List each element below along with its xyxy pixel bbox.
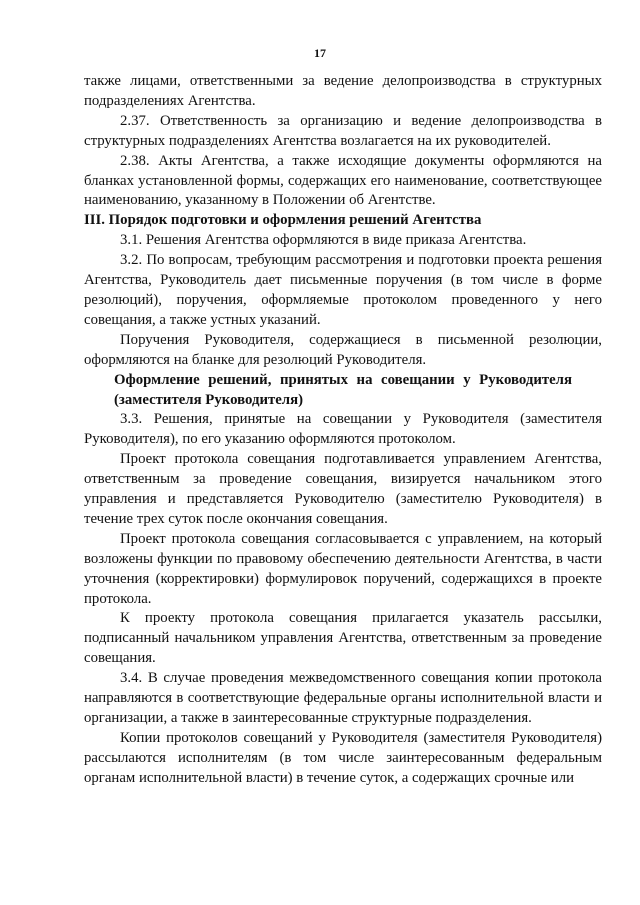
paragraph-mailing-list: К проекту протокола совещания прилагается указатель рассылки, подписанный начальником управления Агентства, ответственным за проведение совещания. bbox=[84, 610, 602, 667]
paragraph-3-2: 3.2. По вопросам, требующим рассмотрения и подготовки проекта решения Агентства, Руководитель дает письменные поручения (в том числе в форме резолюций), поручения, оформляемые протоколом проведенного у него совещания, а также устных указаний. bbox=[84, 252, 602, 328]
body-text bbox=[84, 72, 602, 789]
paragraph-2-37: 2.37. Ответственность за организацию и ведение делопроизводства в структурных подразделениях Агентства возлагается на их руководителей. bbox=[84, 112, 602, 149]
paragraph-2-38: 2.38. Акты Агентства, а также исходящие документы оформляются на бланках установленной формы, содержащих его наименование, соответствующее наименованию, указанному в Положении об Агентстве. bbox=[84, 152, 602, 209]
paragraph-draft-preparation: Проект протокола совещания подготавливается управлением Агентства, ответственным за проведение совещания, визируется начальником этого управления и представляется Руководителю (заместителю Руководителя) в течение трех суток после окончания совещания. bbox=[84, 451, 602, 527]
paragraph-orders: Поручения Руководителя, содержащиеся в письменной резолюции, оформляются на бланке для резолюций Руководителя. bbox=[84, 331, 602, 368]
paragraph-3-3: 3.3. Решения, принятые на совещании у Руководителя (заместителя Руководителя), по его указанию оформляются протоколом. bbox=[84, 411, 602, 448]
paragraph-continuation: также лицами, ответственными за ведение делопроизводства в структурных подразделениях Агентства. bbox=[84, 73, 602, 109]
paragraph-draft-agreement: Проект протокола совещания согласовывается с управлением, на который возложены функции по правовому обеспечению деятельности Агентства, в части уточнения (корректировки) формулировок поручений, содержащихся в проекте протокола. bbox=[84, 530, 602, 607]
section-3-heading: III. Порядок подготовки и оформления решений Агентства bbox=[84, 212, 482, 229]
page-number: 17 bbox=[314, 46, 326, 60]
paragraph-3-1: 3.1. Решения Агентства оформляются в виде приказа Агентства. bbox=[120, 232, 527, 249]
subsection-heading: Оформление решений, принятых на совещании у Руководителя (заместителя Руководителя) bbox=[114, 371, 572, 408]
paragraph-3-4: 3.4. В случае проведения межведомственного совещания копии протокола направляются в соответствующие федеральные органы исполнительной власти и организации, а также в заинтересованные структурные подразделения. bbox=[84, 670, 602, 726]
paragraph-copies: Копии протоколов совещаний у Руководителя (заместителя Руководителя) рассылаются исполнителям (в том числе заинтересованным федеральным органам исполнительной власти) в течение суток, а содержащих срочные или bbox=[84, 729, 602, 786]
